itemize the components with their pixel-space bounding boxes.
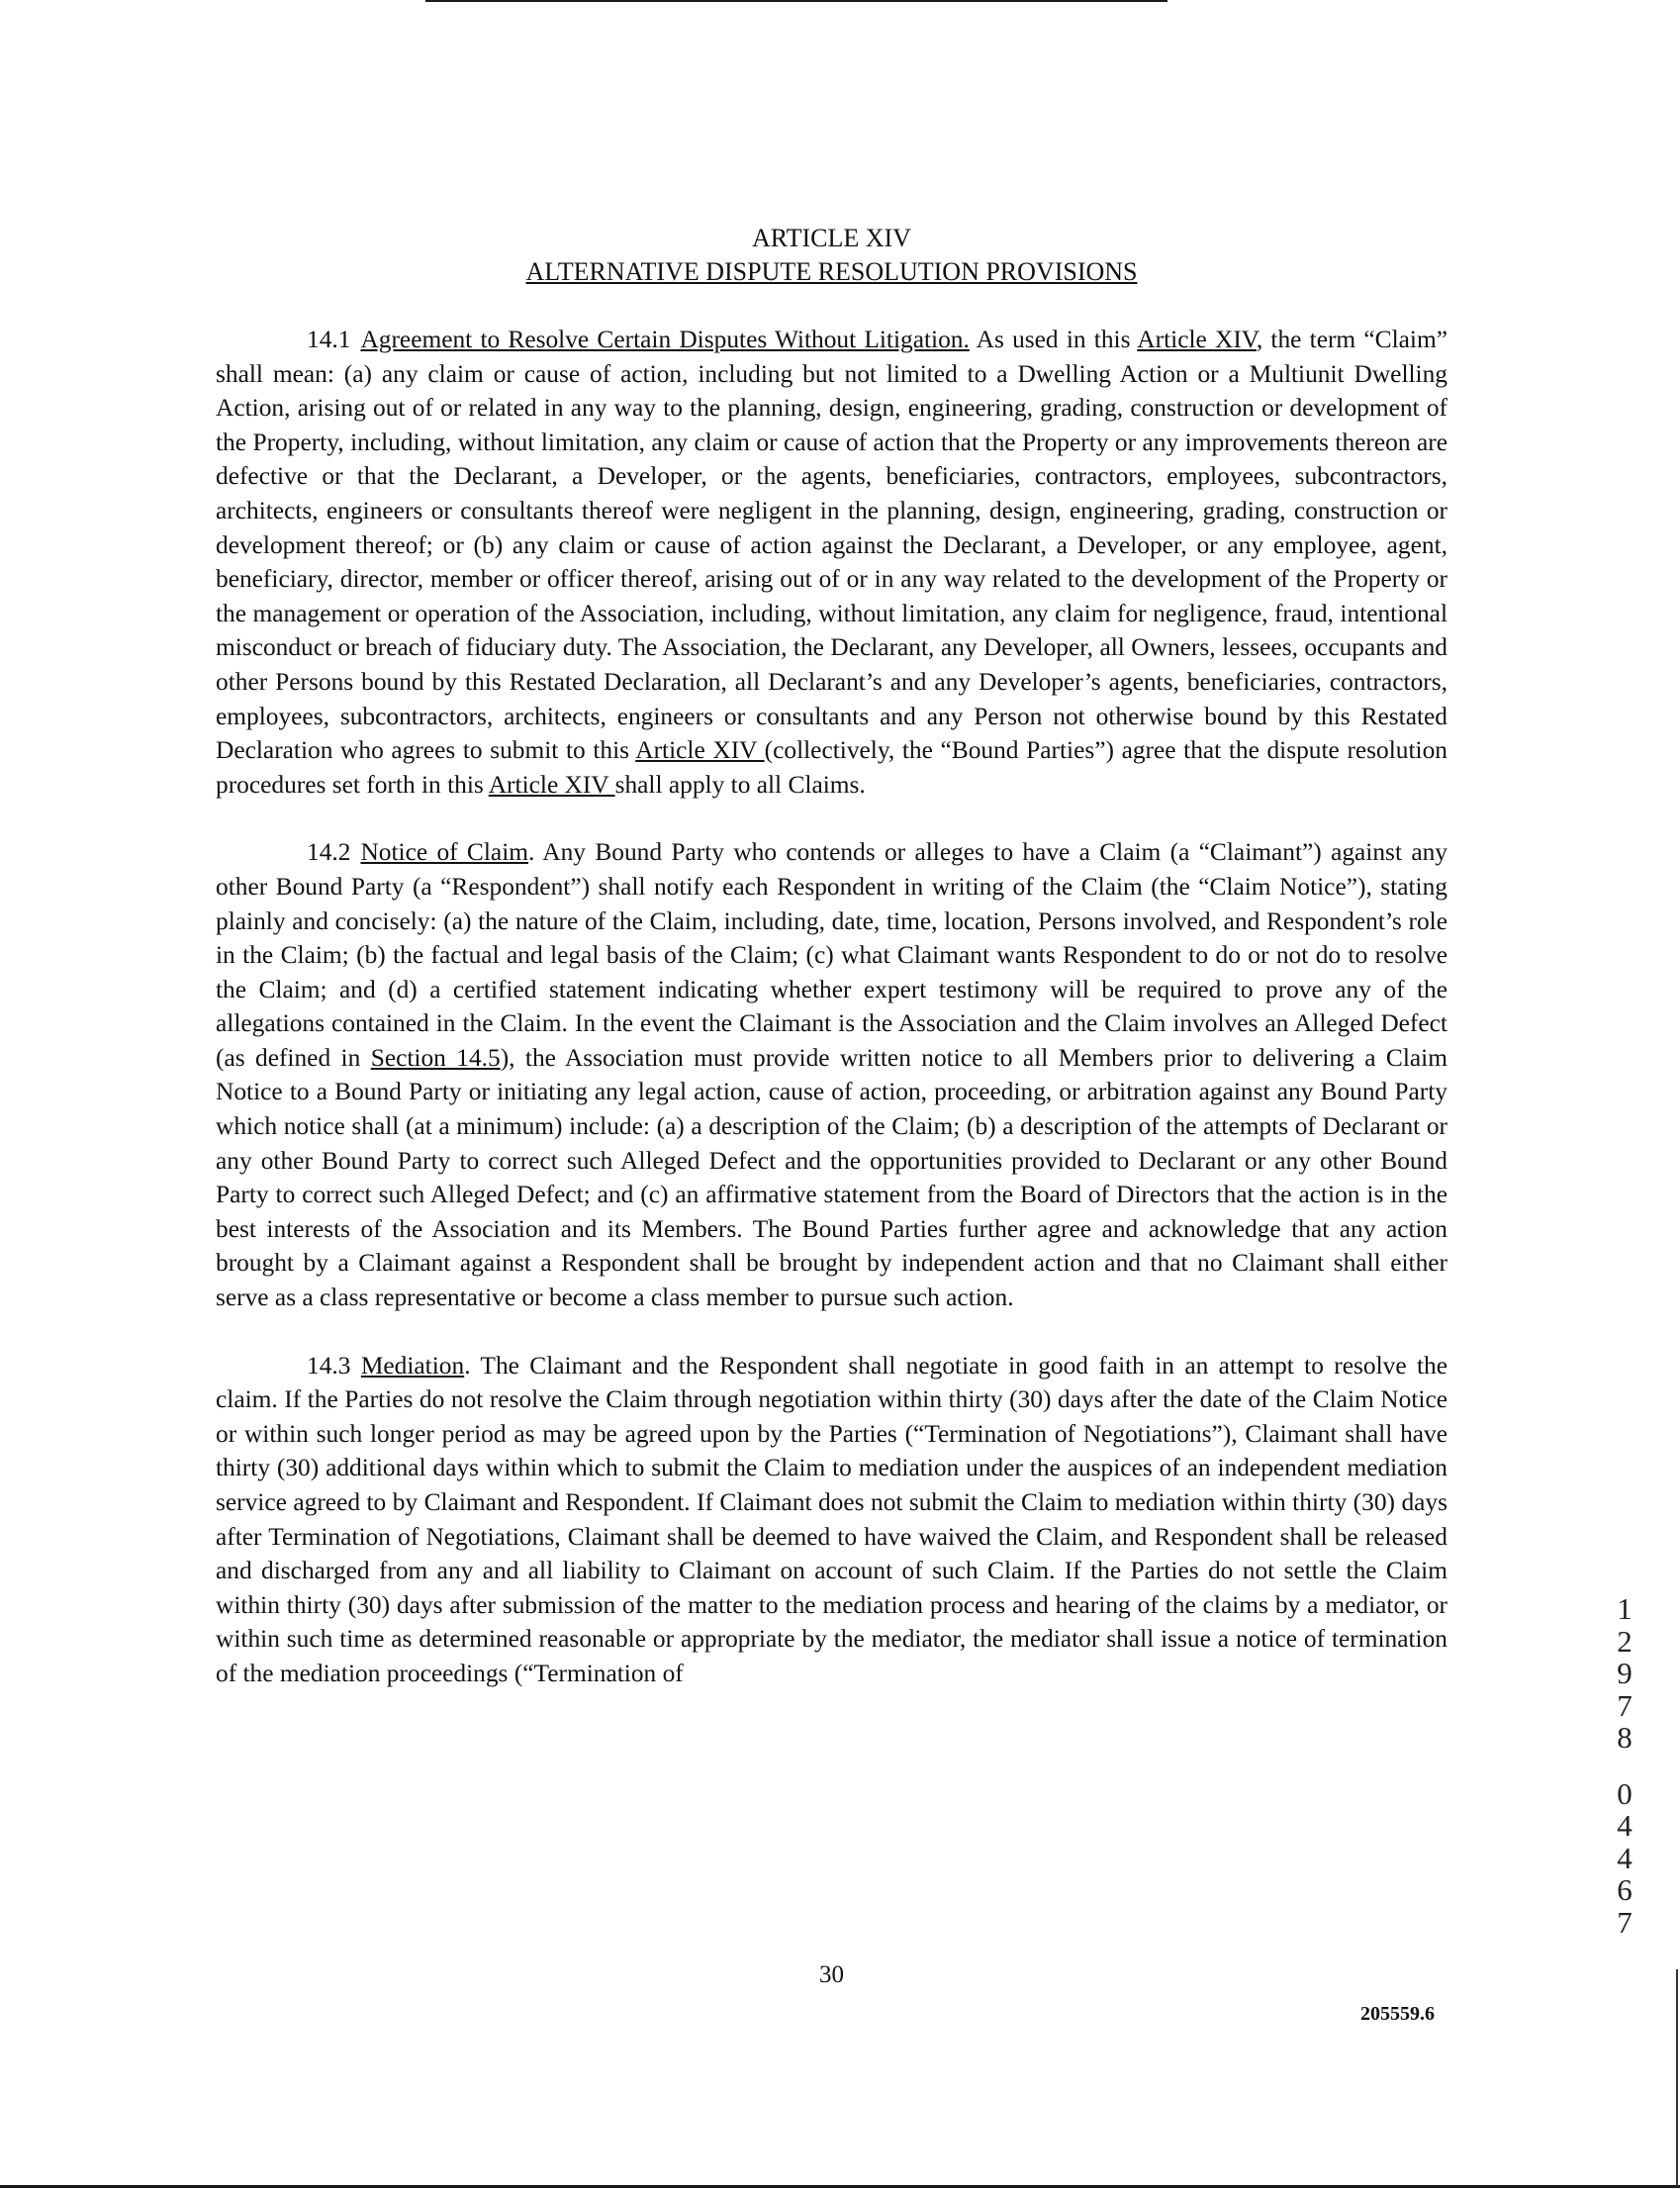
section-number: 14.2: [307, 838, 351, 867]
scan-edge-top: [425, 0, 1167, 2]
section-number: 14.3: [307, 1351, 351, 1380]
article-title: ALTERNATIVE DISPUTE RESOLUTION PROVISIONS: [525, 257, 1138, 286]
cross-reference: Section 14.5: [370, 1043, 501, 1072]
stamp-digit: 9: [1617, 1656, 1633, 1690]
cross-reference: Article XIV: [1137, 326, 1257, 353]
section-14-3: [216, 1349, 1447, 1691]
section-text: . The Claimant and the Respondent shall negotiate in good faith in an attempt to resolve the claim. If the Parties do not resolve the Claim through negotiation within thirty (30) days after the date of the Claim Notice or within such longer period as may be agreed upon by the Parties (“Termination of Negotiations”), Claimant shall have thirty (30) additional days within which to submit the Claim to mediation under the auspices of an independent mediation service agreed to by Claimant and Respondent. If Claimant does not submit the Claim to mediation within thirty (30) days after Termination of Negotiations, Claimant shall be deemed to have waived the Claim, and Respondent shall be released and discharged from any and all liability to Claimant on account of such Claim. If the Parties do not settle the Claim within thirty (30) days after submission of the matter to the mediation process and hearing of the claims by a mediator, or within such time as determined reasonable or appropriate by the mediator, the mediator shall issue a notice of termination of the mediation proceedings (“Termination of: [216, 1351, 1447, 1687]
section-heading: Notice of Claim: [360, 838, 528, 867]
section-14-2: [216, 835, 1447, 1314]
section-text: As used in this: [969, 326, 1138, 353]
margin-stamp: [1605, 1593, 1644, 1939]
stamp-digit: 2: [1617, 1623, 1633, 1659]
scan-edge-bottom: [0, 2185, 1680, 2188]
section-text: , the term “Claim” shall mean: (a) any claim or cause of action, including but not limited to a Dwelling Action or a Multiunit Dwelling Action, arising out of or related in any way to the planning, design, engineering, grading, construction or development of the Property, including, without limitation, any claim or cause of action that the Property or any improvements thereon are defective or that the Declarant, a Developer, or the agents, beneficiaries, contractors, employees, subcontractors, architects, engineers or consultants thereof were negligent in the planning, design, engineering, grading, construction or development thereof; or (b) any claim or cause of action against the Declarant, a Developer, or any employee, agent, beneficiary, director, member or officer thereof, arising out of or in any way related to the development of the Property or the management or operation of the Association, including, without limitation, any claim for negligence, fraud, intentional misconduct or breach of fiduciary duty. The Association, the Declarant, any Developer, all Owners, lessees, occupants and other Persons bound by this Restated Declaration, all Declarant’s and any Developer’s agents, beneficiaries, contractors, employees, subcontractors, architects, engineers or consultants and any Person not otherwise bound by this Restated Declaration who agrees to submit to this: [216, 326, 1447, 765]
document-body: [216, 323, 1447, 1725]
stamp-digit: 7: [1617, 1687, 1633, 1723]
stamp-digit: 7: [1617, 1904, 1633, 1940]
section-text: ), the Association must provide written notice to all Members prior to delivering a Claim Notice to a Bound Party or initiating any legal action, cause of action, proceeding, or arbitration against any Bound Party which notice shall (at a minimum) include: (a) a description of the Claim; (b) a description of the attempts of Declarant or any other Bound Party to correct such Alleged Defect and the opportunities provided to Declarant or any other Bound Party to correct such Alleged Defect; and (c) an affirmative statement from the Board of Directors that the action is in the best interests of the Association and its Members. The Bound Parties further agree and acknowledge that any action brought by a Claimant against a Respondent shall be brought by independent action and that no Claimant shall either serve as a class representative or become a class member to pursue such action.: [216, 1043, 1447, 1312]
section-14-1: [216, 323, 1447, 802]
page-number: 30: [819, 1961, 844, 1988]
stamp-gap: [1605, 1755, 1644, 1778]
stamp-digit: 4: [1617, 1808, 1633, 1843]
stamp-digit: 8: [1617, 1720, 1633, 1755]
section-text: . Any Bound Party who contends or alleges to have a Claim (a “Claimant”) against any other Bound Party (a “Respondent”) shall notify each Respondent in writing of the Claim (the “Claim Notice”), stating plainly and concisely: (a) the nature of the Claim, including, date, time, location, Persons involved, and Respondent’s role in the Claim; (b) the factual and legal basis of the Claim; (c) what Claimant wants Respondent to do or not do to resolve the Claim; and (d) a certified statement indicating whether expert testimony will be required to prove any of the allegations contained in the Claim. In the event the Claimant is the Association and the Claim involves an Alleged Defect (as defined in: [216, 838, 1447, 1072]
stamp-digit: 6: [1617, 1872, 1633, 1907]
stamp-digit: 1: [1617, 1591, 1633, 1626]
stamp-digit: 0: [1617, 1775, 1633, 1811]
stamp-digit: 4: [1617, 1840, 1633, 1875]
document-id: 205559.6: [1360, 2003, 1435, 2025]
section-heading: Agreement to Resolve Certain Disputes Without Litigation.: [360, 326, 970, 353]
section-number: 14.1: [307, 326, 351, 353]
cross-reference: Article XIV: [635, 736, 765, 765]
cross-reference: Article XIV: [488, 770, 615, 799]
section-text: shall apply to all Claims.: [614, 770, 866, 799]
section-heading: Mediation: [360, 1351, 465, 1380]
article-number: ARTICLE XIV: [752, 224, 911, 252]
section-text: (collectively, the “Bound Parties”) agree that the dispute resolution procedures set forth in this: [216, 736, 1447, 799]
scan-edge-right: [1676, 1969, 1678, 2187]
